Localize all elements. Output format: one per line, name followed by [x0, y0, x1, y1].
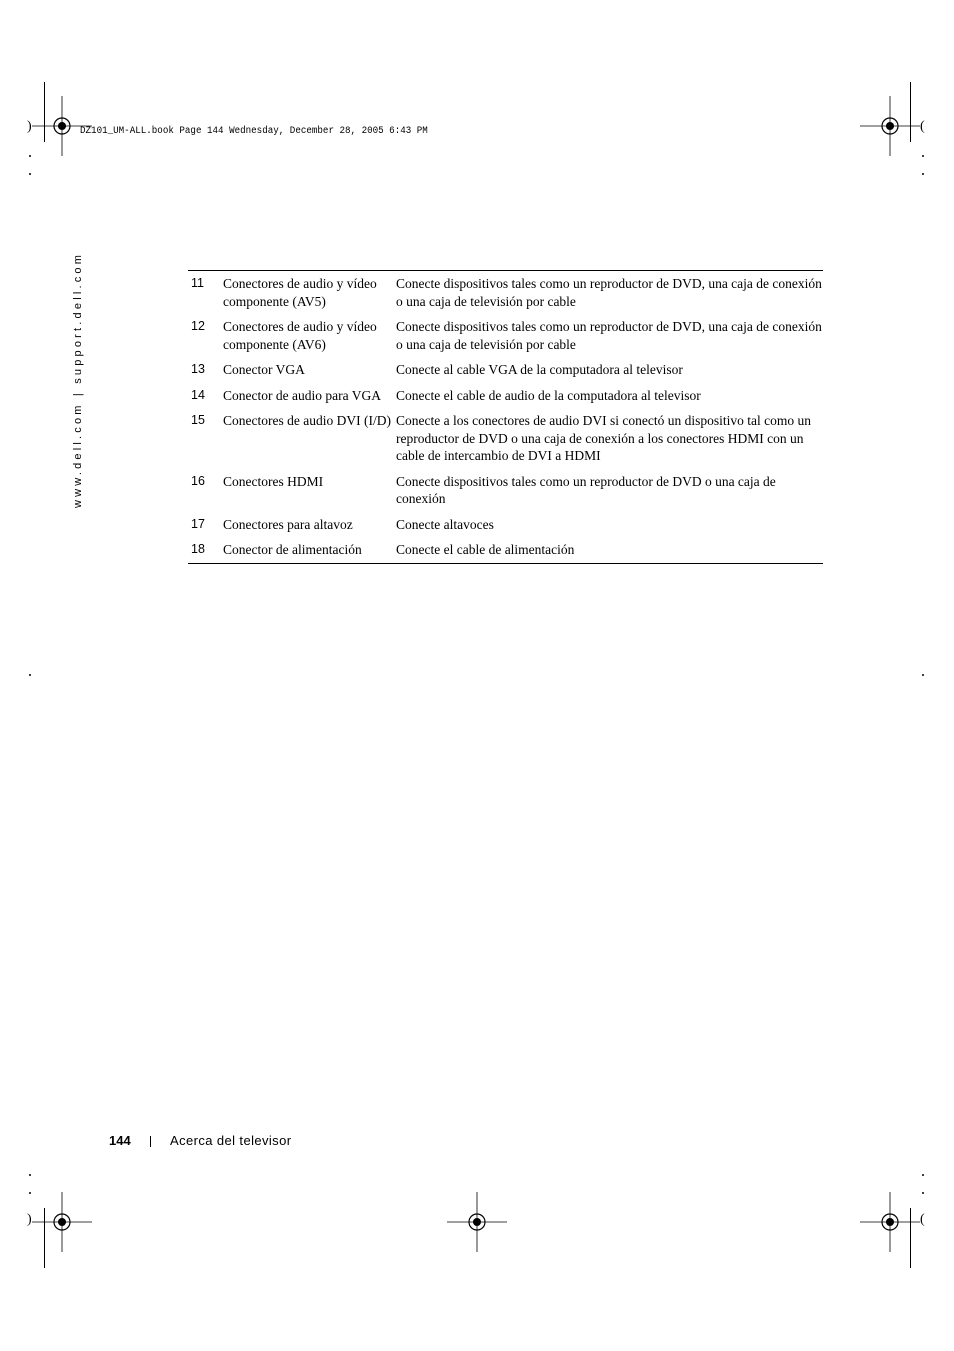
print-dot — [922, 1192, 924, 1194]
row-number: 13 — [191, 362, 205, 376]
table-row — [188, 275, 823, 310]
print-dot — [29, 1192, 31, 1194]
registration-mark-icon — [32, 1192, 92, 1252]
table-row — [188, 361, 823, 379]
row-number: 17 — [191, 516, 205, 531]
row-number: 18 — [191, 542, 205, 556]
side-url: www.dell.com | support.dell.com — [72, 251, 84, 508]
connector-description: Conecte el cable de audio de la computadora al televisor — [396, 387, 701, 403]
connector-table — [188, 270, 823, 564]
table-row — [188, 412, 823, 465]
connector-description: Conecte al cable VGA de la computadora al televisor — [396, 362, 683, 377]
print-dot — [922, 1174, 924, 1176]
connector-description: Conecte altavoces — [396, 516, 494, 532]
brace-mark-icon: ( — [920, 119, 925, 134]
connector-name: Conector de alimentación — [223, 542, 362, 557]
connector-description: Conecte el cable de alimentación — [396, 542, 575, 557]
table-row — [188, 541, 823, 559]
brace-mark-icon: ( — [920, 1212, 925, 1227]
print-dot — [922, 674, 924, 676]
print-dot — [922, 155, 924, 157]
row-number: 11 — [191, 276, 204, 290]
footer-divider — [150, 1136, 151, 1147]
section-title: Acerca del televisor — [170, 1133, 292, 1148]
row-number: 15 — [191, 413, 205, 427]
registration-mark-icon — [860, 1192, 920, 1252]
connector-name: Conectores de audio y vídeo componente (AV6) — [223, 319, 377, 352]
page-number: 144 — [109, 1133, 131, 1148]
row-number: 12 — [191, 319, 205, 333]
registration-mark-icon — [447, 1192, 507, 1252]
table-row — [188, 516, 823, 534]
connector-description: Conecte dispositivos tales como un reproductor de DVD, una caja de conexión o una caja de televisión por cable — [396, 319, 822, 352]
table-row — [188, 318, 823, 353]
registration-mark-icon — [860, 96, 920, 156]
print-dot — [29, 173, 31, 175]
print-dot — [29, 674, 31, 676]
table-row — [188, 387, 823, 405]
connector-name: Conector VGA — [223, 362, 305, 377]
connector-name: Conectores HDMI — [223, 473, 324, 489]
connector-description: Conecte dispositivos tales como un reproductor de DVD o una caja de conexión — [396, 473, 776, 506]
row-number: 16 — [191, 473, 205, 488]
connector-name: Conector de audio para VGA — [223, 387, 381, 403]
connector-name: Conectores de audio y vídeo componente (AV5) — [223, 276, 377, 309]
brace-mark-icon: ) — [27, 1212, 32, 1227]
connector-name: Conectores de audio DVI (I/D) — [223, 413, 391, 428]
row-number: 14 — [191, 387, 205, 402]
print-dot — [922, 173, 924, 175]
connector-description: Conecte dispositivos tales como un reproductor de DVD, una caja de conexión o una caja de televisión por cable — [396, 276, 822, 309]
print-dot — [29, 155, 31, 157]
connector-description: Conecte a los conectores de audio DVI si conectó un dispositivo tal como un reproductor de DVD o una caja de conexión a los conectores HDMI con un cable de intercambio de DVI a HDMI — [396, 413, 812, 463]
brace-mark-icon: ) — [27, 119, 32, 134]
table-row — [188, 473, 823, 508]
print-dot — [29, 1174, 31, 1176]
print-slug: DZ101_UM-ALL.book Page 144 Wednesday, December 28, 2005 6:43 PM — [80, 126, 428, 137]
connector-name: Conectores para altavoz — [223, 516, 353, 532]
